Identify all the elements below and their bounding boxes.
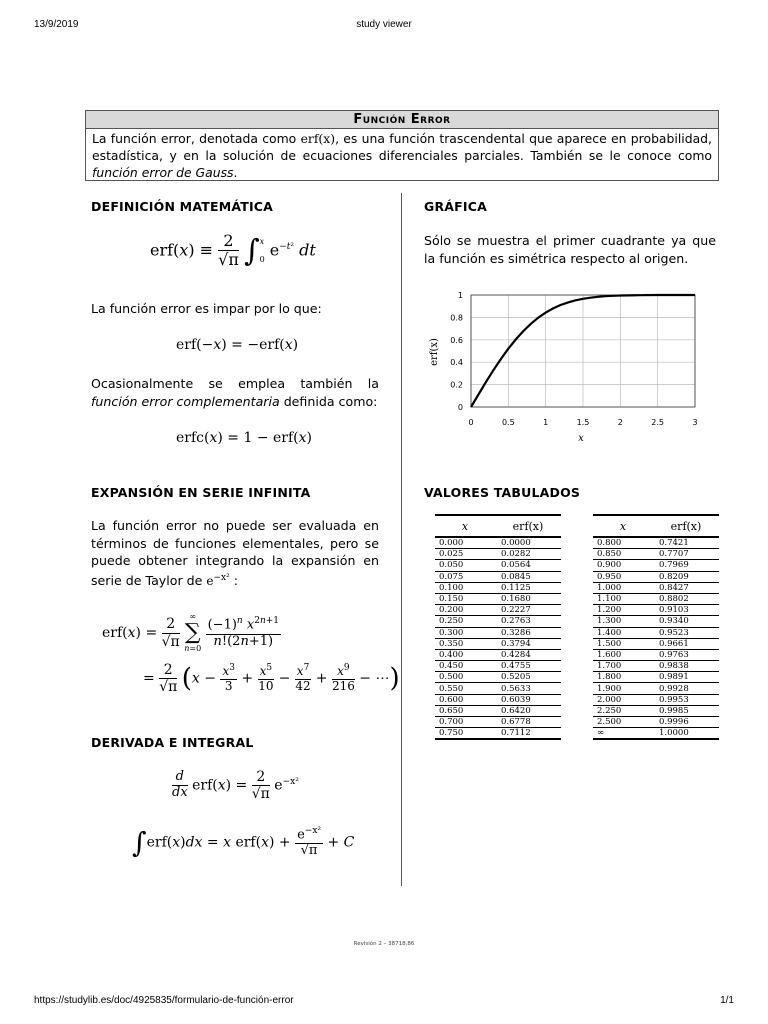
table-row bbox=[435, 638, 561, 649]
cell-erf: 0.4284 bbox=[495, 649, 561, 660]
cell-x: 1.900 bbox=[593, 683, 653, 694]
table-row bbox=[435, 705, 561, 716]
print-url[interactable]: https://studylib.es/doc/4925835/formulario-de-función-error bbox=[34, 995, 294, 1006]
table-row bbox=[593, 582, 719, 593]
table-row bbox=[593, 537, 719, 549]
equation-odd: erf(−x) = −erf(x) bbox=[176, 337, 299, 353]
col-header-x: x bbox=[593, 515, 653, 537]
cell-x: 0.100 bbox=[435, 582, 495, 593]
cell-x: 0.450 bbox=[435, 661, 495, 672]
cell-erf: 1.0000 bbox=[653, 728, 719, 740]
cell-erf: 0.8802 bbox=[653, 593, 719, 604]
cell-x: 1.600 bbox=[593, 649, 653, 660]
table-row bbox=[593, 549, 719, 560]
section-grafica: GRÁFICA bbox=[424, 199, 487, 214]
cell-x: 1.700 bbox=[593, 661, 653, 672]
table-row bbox=[435, 728, 561, 740]
x-tick-label: 3 bbox=[692, 418, 698, 427]
cell-erf: 0.5205 bbox=[495, 672, 561, 683]
values-table-right bbox=[593, 514, 719, 740]
table-row bbox=[435, 649, 561, 660]
table-row bbox=[593, 616, 719, 627]
table-row bbox=[593, 705, 719, 716]
equation-series-sum: erf(x) = $\frac{2}{√\pi}$ ∞ ∑ n=0 $\frac{(-1)^n x^{2n+1}}{n!(2n+1)}$ bbox=[102, 612, 280, 653]
cell-erf: 0.9996 bbox=[653, 717, 719, 728]
cell-x: 0.150 bbox=[435, 593, 495, 604]
cell-x: 1.400 bbox=[593, 627, 653, 638]
x-tick-label: 1.5 bbox=[576, 418, 590, 427]
equation-series-expanded: = $\frac{2}{√\pi}$ (x − $\frac{x^3}{3}$ + $\frac{x^5}{10}$ − $\frac{x^7}{42}$ + $\frac{x^9}{216}$ − ⋯) bbox=[143, 662, 400, 696]
x-tick-label: 2.5 bbox=[651, 418, 665, 427]
print-title: study viewer bbox=[356, 19, 412, 30]
cell-x: ∞ bbox=[593, 728, 653, 740]
equation-erfc: erfc(x) = 1 − erf(x) bbox=[176, 430, 313, 446]
cell-erf: 0.9523 bbox=[653, 627, 719, 638]
table-row bbox=[593, 649, 719, 660]
intro-box bbox=[85, 110, 719, 181]
cell-x: 0.750 bbox=[435, 728, 495, 740]
cell-erf: 0.7112 bbox=[495, 728, 561, 740]
cell-erf: 0.9763 bbox=[653, 649, 719, 660]
values-table-left bbox=[435, 514, 561, 740]
table-row bbox=[435, 605, 561, 616]
cell-x: 0.900 bbox=[593, 560, 653, 571]
y-tick-label: 0.4 bbox=[450, 358, 463, 368]
cell-erf: 0.9103 bbox=[653, 605, 719, 616]
table-row bbox=[593, 661, 719, 672]
cell-erf: 0.2763 bbox=[495, 616, 561, 627]
cell-erf: 0.9661 bbox=[653, 638, 719, 649]
table-row bbox=[593, 638, 719, 649]
cell-x: 2.000 bbox=[593, 694, 653, 705]
y-tick-label: 0.8 bbox=[450, 313, 463, 323]
text-serie: La función error no puede ser evaluada en términos de funciones elementales, pero se puede obtener integrando la expansión en serie de Taylor de $e^{-x^2}$ : bbox=[91, 518, 379, 588]
x-tick-label: 0.5 bbox=[501, 418, 515, 427]
table-row bbox=[435, 593, 561, 604]
section-expansion: EXPANSIÓN EN SERIE INFINITA bbox=[91, 485, 311, 500]
cell-erf: 0.6778 bbox=[495, 717, 561, 728]
text-grafica: Sólo se muestra el primer cuadrante ya que la función es simétrica respecto al origen. bbox=[424, 233, 716, 266]
text-complementaria: Ocasionalmente se emplea también la función error complementaria definida como: bbox=[91, 376, 379, 409]
print-page: 1/1 bbox=[720, 995, 734, 1006]
cell-erf: 0.1125 bbox=[495, 582, 561, 593]
table-row bbox=[435, 549, 561, 560]
cell-erf: 0.1680 bbox=[495, 593, 561, 604]
cell-erf: 0.0000 bbox=[495, 537, 561, 549]
col-header-erf: erf(x) bbox=[495, 515, 561, 537]
cell-x: 1.300 bbox=[593, 616, 653, 627]
cell-x: 0.550 bbox=[435, 683, 495, 694]
revision-note: Revisión 2 – 38718.86 bbox=[353, 941, 415, 947]
cell-erf: 0.3794 bbox=[495, 638, 561, 649]
table-row bbox=[593, 728, 719, 740]
table-row bbox=[435, 616, 561, 627]
cell-x: 0.950 bbox=[593, 571, 653, 582]
cell-x: 1.000 bbox=[593, 582, 653, 593]
cell-x: 0.400 bbox=[435, 649, 495, 660]
cell-x: 0.350 bbox=[435, 638, 495, 649]
table-row bbox=[435, 672, 561, 683]
cell-erf: 0.9340 bbox=[653, 616, 719, 627]
table-row bbox=[593, 627, 719, 638]
col-header-x: x bbox=[435, 515, 495, 537]
equation-erf-definition: erf(x) ≡ $\frac{2}{√\pi}$ ∫x 0 $e^{-t^2}$ dt bbox=[150, 231, 316, 270]
cell-erf: 0.8209 bbox=[653, 571, 719, 582]
table-row bbox=[435, 683, 561, 694]
cell-erf: 0.0564 bbox=[495, 560, 561, 571]
table-row bbox=[593, 593, 719, 604]
cell-erf: 0.9838 bbox=[653, 661, 719, 672]
table-row bbox=[435, 571, 561, 582]
cell-x: 1.200 bbox=[593, 605, 653, 616]
cell-x: 0.650 bbox=[435, 705, 495, 716]
cell-x: 0.500 bbox=[435, 672, 495, 683]
x-tick-label: 2 bbox=[617, 418, 623, 427]
cell-erf: 0.7421 bbox=[653, 537, 719, 549]
table-row bbox=[435, 627, 561, 638]
cell-x: 0.600 bbox=[435, 694, 495, 705]
cell-erf: 0.3286 bbox=[495, 627, 561, 638]
col-header-erf: erf(x) bbox=[653, 515, 719, 537]
cell-x: 0.200 bbox=[435, 605, 495, 616]
chart-grid bbox=[471, 295, 695, 407]
section-valores: VALORES TABULADOS bbox=[424, 485, 581, 500]
intro-text: La función error, denotada como erf(x), es una función trascendental que aparece en probabilidad, estadística, y en la solución de ecuaciones diferenciales parciales. También se le conoce como función error de Gauss. bbox=[92, 131, 712, 180]
cell-x: 0.250 bbox=[435, 616, 495, 627]
y-tick-label: 0.2 bbox=[450, 380, 463, 390]
cell-erf: 0.9928 bbox=[653, 683, 719, 694]
cell-x: 0.300 bbox=[435, 627, 495, 638]
cell-x: 0.850 bbox=[593, 549, 653, 560]
cell-x: 1.100 bbox=[593, 593, 653, 604]
table-row bbox=[435, 537, 561, 549]
cell-x: 0.050 bbox=[435, 560, 495, 571]
table-row bbox=[593, 694, 719, 705]
table-row bbox=[593, 672, 719, 683]
cell-x: 0.700 bbox=[435, 717, 495, 728]
cell-x: 2.250 bbox=[593, 705, 653, 716]
cell-erf: 0.8427 bbox=[653, 582, 719, 593]
equation-integral: ∫erf(x)dx = x erf(x) + $\frac{e^{-x^2}}{√\pi}$ + C bbox=[132, 826, 355, 860]
table-row bbox=[435, 661, 561, 672]
intro-title: Función Error bbox=[86, 111, 718, 129]
chart-ylabel: erf(x) bbox=[429, 338, 440, 366]
cell-erf: 0.7707 bbox=[653, 549, 719, 560]
table-row bbox=[435, 560, 561, 571]
cell-erf: 0.5633 bbox=[495, 683, 561, 694]
column-divider bbox=[401, 193, 402, 886]
cell-erf: 0.7969 bbox=[653, 560, 719, 571]
table-row bbox=[593, 605, 719, 616]
x-tick-label: 1 bbox=[543, 418, 549, 427]
cell-erf: 0.0845 bbox=[495, 571, 561, 582]
section-definicion: DEFINICIÓN MATEMÁTICA bbox=[91, 199, 274, 214]
section-derivada: DERIVADA E INTEGRAL bbox=[91, 735, 254, 750]
table-row bbox=[435, 694, 561, 705]
table-row bbox=[593, 560, 719, 571]
cell-x: 0.075 bbox=[435, 571, 495, 582]
table-row bbox=[593, 683, 719, 694]
text-impar: La función error es impar por lo que: bbox=[91, 301, 322, 316]
table-row bbox=[593, 717, 719, 728]
cell-erf: 0.9985 bbox=[653, 705, 719, 716]
table-row bbox=[593, 571, 719, 582]
cell-x: 1.500 bbox=[593, 638, 653, 649]
cell-x: 2.500 bbox=[593, 717, 653, 728]
y-tick-label: 0 bbox=[457, 403, 463, 412]
cell-erf: 0.6039 bbox=[495, 694, 561, 705]
equation-derivative: $\frac{d}{dx}$ erf(x) = $\frac{2}{√\pi}$ $e^{-x^2}$ bbox=[172, 769, 299, 803]
cell-x: 0.025 bbox=[435, 549, 495, 560]
cell-erf: 0.4755 bbox=[495, 661, 561, 672]
cell-x: 0.000 bbox=[435, 537, 495, 549]
cell-x: 0.800 bbox=[593, 537, 653, 549]
cell-erf: 0.9891 bbox=[653, 672, 719, 683]
cell-erf: 0.0282 bbox=[495, 549, 561, 560]
chart-xlabel: x bbox=[578, 433, 584, 444]
cell-x: 1.800 bbox=[593, 672, 653, 683]
table-row bbox=[435, 717, 561, 728]
cell-erf: 0.6420 bbox=[495, 705, 561, 716]
table-row bbox=[435, 582, 561, 593]
cell-erf: 0.2227 bbox=[495, 605, 561, 616]
cell-erf: 0.9953 bbox=[653, 694, 719, 705]
y-tick-label: 0.6 bbox=[450, 335, 463, 345]
y-tick-label: 1 bbox=[457, 291, 463, 300]
erf-chart bbox=[415, 283, 715, 453]
x-tick-label: 0 bbox=[468, 418, 474, 427]
print-date: 13/9/2019 bbox=[34, 19, 79, 30]
